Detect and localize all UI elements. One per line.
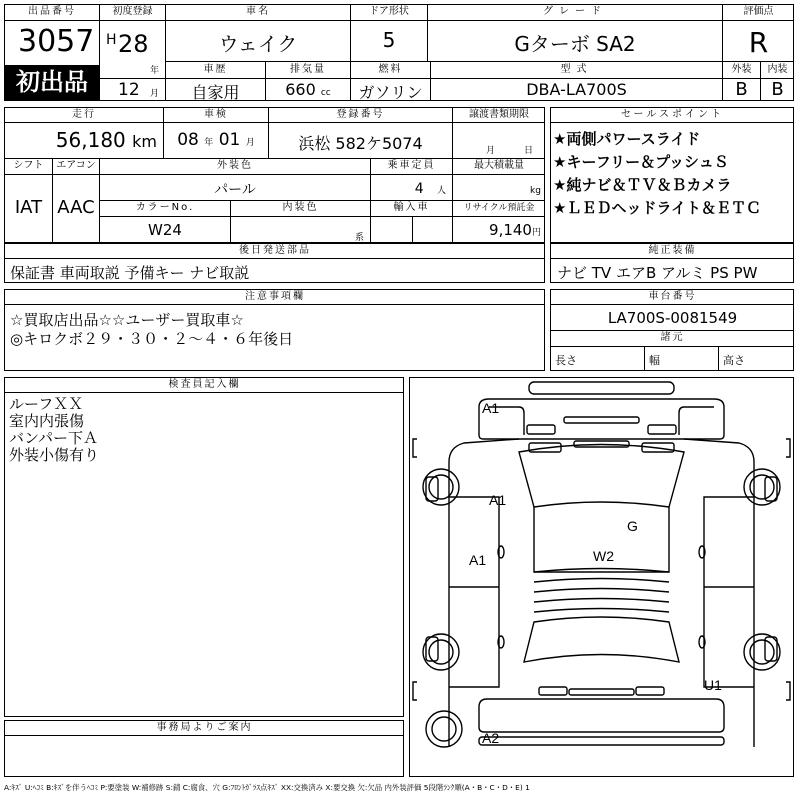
equipment-label: 純正装備 (648, 245, 697, 256)
plate-value: 浜松 582ケ5074 (298, 134, 423, 153)
windshield (519, 445, 684, 508)
inspector-line-2: 室内内張傷 (9, 412, 85, 430)
equipment-value: ナビ TV エアB アルミ PS PW (557, 264, 758, 282)
history-label: 車歴 (203, 64, 228, 75)
sales-point-2: ★キーフリー＆プッシュＳ (553, 153, 729, 171)
score-value: R (748, 26, 769, 59)
grade-value: Gターボ SA2 (514, 32, 636, 56)
transfer-label: 譲渡書類期限 (469, 109, 529, 120)
displacement-value: 660 cc (285, 80, 331, 99)
mark-u1: U1 (704, 677, 722, 693)
sales-point-4: ★ＬＥＤヘッドライト＆ＥＴＣ (553, 199, 761, 217)
shift-value: IAT (14, 197, 43, 218)
mileage-value: 56,180 km (55, 128, 157, 152)
recycle-value: 9,140円 (489, 221, 541, 239)
spec-length-label: 長さ (555, 354, 577, 367)
inspector-line-1: ルーフＸＸ (9, 395, 84, 413)
doors-label: ドア形状 (369, 6, 409, 17)
capacity-label: 乗車定員 (387, 160, 436, 171)
mark-a1-left-front: A1 (489, 492, 507, 508)
later-parts-value: 保証書 車両取説 予備キー ナビ取説 (10, 264, 250, 282)
shift-label: シフト (13, 160, 44, 171)
sales-point-3: ★純ナビ＆ＴＶ＆Ｂカメラ (553, 176, 732, 194)
notes-line-2: ◎キロクボ２９・３０・２～４・６年後日 (10, 330, 294, 348)
model-code-label: 型式 (560, 64, 593, 75)
import-label: 輸入車 (393, 202, 430, 213)
mark-a1-left-rear: A1 (469, 552, 487, 568)
inspector-label: 検査員記入欄 (168, 379, 241, 390)
first-reg-label: 初度登録 (112, 6, 153, 17)
chassis-label: 車台番号 (648, 291, 697, 302)
first-reg-era: H (106, 32, 117, 48)
mark-a1-front: A1 (482, 400, 500, 416)
car-name-label: 車名 (246, 6, 270, 17)
car-name-value: ウェイク (218, 32, 298, 56)
score-label: 評価点 (743, 6, 774, 17)
first-reg-year: 28 (118, 30, 149, 58)
int-color-unit: 系 (355, 233, 365, 243)
mark-a2: A2 (482, 730, 500, 746)
max-load-label: 最大積載量 (474, 160, 524, 171)
later-parts-label: 後日発送部品 (239, 245, 311, 256)
mileage-label: 走行 (72, 109, 96, 120)
inspector-line-4: 外装小傷有り (9, 446, 100, 464)
rear-strip (479, 737, 724, 745)
score-ext-label: 外装 (731, 64, 752, 75)
score-ext-value: B (735, 79, 748, 100)
capacity-value: 4 人 (414, 181, 446, 197)
roof-strip (529, 382, 674, 394)
mark-g: G (627, 518, 638, 534)
score-int-label: 内装 (767, 64, 788, 75)
front-bumper (479, 399, 724, 439)
int-color-label: 内装色 (282, 202, 319, 213)
spec-width-label: 幅 (649, 354, 660, 367)
chassis-value: LA700S-0081549 (607, 309, 738, 327)
aircon-value: AAC (57, 197, 95, 218)
specs-label: 諸元 (660, 332, 685, 343)
ext-color-label: 外装色 (217, 160, 253, 171)
inspection-label: 車検 (204, 109, 228, 120)
first-reg-month: 12 (118, 80, 140, 100)
notes-label: 注意事項欄 (245, 291, 305, 302)
recycle-label: リサイクル預託金 (463, 203, 535, 213)
legend: A:ｷｽﾞ U:ﾍｺﾐ B:ｷｽﾞを伴うﾍｺﾐ P:要塗装 W:補修跡 S:錆 C:腐食、穴 G:ﾌﾛﾝﾄｶﾞﾗｽ点ｷｽﾞ XX:交換済み X:要交換 欠:欠品 内外装評価 5段階ﾗﾝｸ順(A・B・C・D・E) 1 (4, 783, 530, 792)
sales-point-1: ★両側パワースライド (553, 130, 701, 148)
lot-label: 出品番号 (28, 6, 76, 17)
displacement-label: 排気量 (290, 64, 326, 75)
aircon-label: エアコン (56, 160, 96, 171)
fuel-label: 燃料 (378, 64, 403, 75)
ext-color-value: パール (214, 182, 256, 198)
transfer-month-unit: 月 (486, 146, 496, 156)
fuel-value: ガソリン (358, 83, 423, 102)
max-load-unit: kg (530, 186, 541, 196)
inspector-line-3: バンパー下Ａ (9, 429, 98, 447)
office-label: 事務局よりご案内 (156, 722, 253, 733)
rear-window (524, 617, 679, 662)
lot-number: 3057 (18, 24, 95, 59)
history-value: 自家用 (191, 83, 240, 102)
transfer-day-unit: 日 (524, 146, 534, 156)
first-reg-month-unit: 月 (150, 89, 160, 99)
car-diagram (409, 377, 794, 777)
mark-w2: W2 (593, 548, 614, 564)
first-listing-badge: 初出品 (5, 65, 99, 100)
inspection-value: 08 年 01 月 (177, 130, 255, 150)
score-int-value: B (771, 79, 784, 100)
doors-value: 5 (382, 28, 396, 52)
notes-line-1: ☆買取店出品☆☆ユーザー買取車☆ (10, 311, 244, 329)
plate-label: 登録番号 (336, 109, 385, 120)
color-no-label: カラーNo. (135, 202, 195, 213)
rear-bumper (479, 699, 724, 732)
model-code-value: DBA-LA700S (526, 80, 627, 99)
color-no-value: W24 (148, 221, 182, 239)
grade-label: グレード (543, 6, 607, 17)
first-reg-year-unit: 年 (150, 66, 160, 76)
sales-points-label: セールスポイント (620, 109, 725, 120)
spec-height-label: 高さ (723, 354, 745, 367)
